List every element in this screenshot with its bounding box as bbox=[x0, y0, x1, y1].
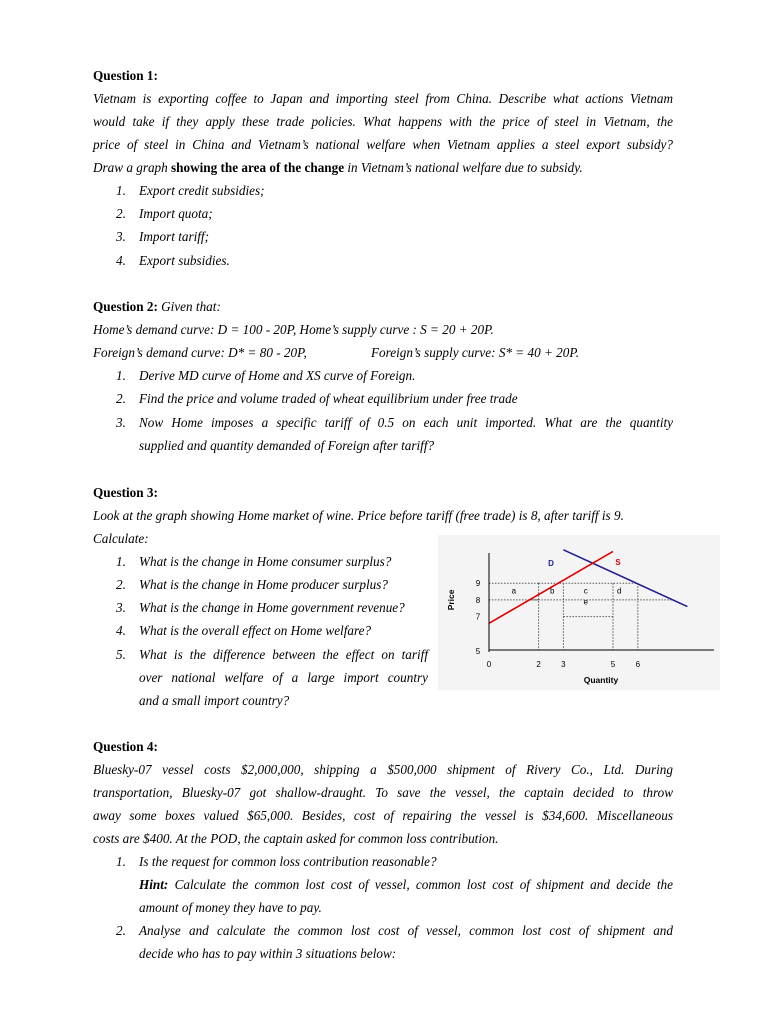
q1-text-line: Vietnam is exporting coffee to Japan and importing steel from China. Describe what actions Vietnam bbox=[93, 91, 673, 106]
q3-item-number: 3. bbox=[116, 600, 126, 615]
q1-item: Import tariff; bbox=[139, 229, 209, 244]
area-label-d: d bbox=[616, 586, 622, 596]
q4-text-line: transportation, Bluesky-07 got shallow-draught. To save the vessel, the captain decided to throw bbox=[93, 785, 673, 800]
y-axis-label: Price bbox=[446, 589, 456, 611]
q4-item-number: 1. bbox=[116, 854, 126, 869]
q1-draw-post: in Vietnam’s national welfare due to subsidy. bbox=[344, 160, 583, 175]
q4-hint-line bbox=[139, 876, 673, 894]
q1-item: Export subsidies. bbox=[139, 253, 230, 268]
area-label-a: a bbox=[511, 586, 517, 596]
q1-draw-pre: Draw a graph bbox=[93, 160, 172, 175]
area-label-b: b bbox=[550, 586, 555, 596]
q3-item-number: 1. bbox=[116, 554, 126, 569]
area-label-e: e bbox=[583, 597, 588, 607]
q3-item: What is the difference between the effect on tariff bbox=[139, 647, 428, 662]
q1-draw-line bbox=[93, 159, 673, 177]
q3-item-continued: over national welfare of a large import country bbox=[139, 670, 428, 685]
q4-text-line: costs are $400. At the POD, the captain asked for common loss contribution. bbox=[93, 831, 499, 846]
x-axis-label: Quantity bbox=[583, 675, 619, 685]
q3-item-continued: and a small import country? bbox=[139, 693, 290, 708]
q3-heading: Question 3: bbox=[93, 485, 158, 500]
q2-home-curves: Home’s demand curve: D = 100 - 20P, Home’s supply curve : S = 20 + 20P. bbox=[93, 322, 494, 337]
q3-item: What is the change in Home consumer surplus? bbox=[139, 554, 392, 569]
q1-item-number: 2. bbox=[116, 206, 126, 221]
y-tick-label: 5 bbox=[475, 647, 481, 656]
q3-item-number: 4. bbox=[116, 623, 126, 638]
q2-heading: Question 2: bbox=[93, 299, 158, 314]
y-tick-label: 8 bbox=[475, 595, 481, 605]
q2-foreign-supply: Foreign’s supply curve: S* = 40 + 20P. bbox=[371, 345, 580, 360]
area-label-c: c bbox=[583, 586, 588, 596]
q1-draw-bold: showing the area of the change bbox=[171, 160, 345, 175]
q1-item-number: 1. bbox=[116, 183, 126, 198]
q1-item-number: 3. bbox=[116, 229, 126, 244]
q4-hint-text: Calculate the common lost cost of vessel, common lost cost of shipment and decide the bbox=[168, 877, 673, 892]
q4-item: Is the request for common loss contribution reasonable? bbox=[139, 854, 437, 869]
q4-text-line: away some boxes valued $65,000. Besides, cost of repairing the vessel is $34,600. Miscellaneous bbox=[93, 808, 673, 823]
x-tick-label: 0 bbox=[486, 660, 492, 669]
q3-item: What is the overall effect on Home welfare? bbox=[139, 623, 372, 638]
q2-item: Now Home imposes a specific tariff of 0.5 on each unit imported. What are the quantity bbox=[139, 415, 673, 430]
q1-item: Export credit subsidies; bbox=[139, 183, 265, 198]
q3-item: What is the change in Home government revenue? bbox=[139, 600, 405, 615]
x-tick-label: 6 bbox=[635, 660, 641, 669]
y-tick-label: 7 bbox=[475, 612, 481, 622]
q4-text-line: Bluesky-07 vessel costs $2,000,000, shipping a $500,000 shipment of Rivery Co., Ltd. During bbox=[93, 762, 673, 777]
y-tick-label: 9 bbox=[475, 579, 481, 589]
x-tick-label: 2 bbox=[536, 660, 541, 669]
wine-market-chart bbox=[438, 535, 720, 690]
q4-item: Analyse and calculate the common lost cost of vessel, common lost cost of shipment and bbox=[139, 923, 673, 938]
q2-item-continued: supplied and quantity demanded of Foreign after tariff? bbox=[139, 438, 435, 453]
q2-item: Derive MD curve of Home and XS curve of Foreign. bbox=[139, 368, 416, 383]
q2-item: Find the price and volume traded of wheat equilibrium under free trade bbox=[139, 391, 518, 406]
q4-hint-continued: amount of money they have to pay. bbox=[139, 900, 322, 915]
q3-calculate: Calculate: bbox=[93, 531, 149, 546]
q2-foreign-demand: Foreign’s demand curve: D* = 80 - 20P, bbox=[93, 345, 307, 360]
q2-item-number: 1. bbox=[116, 368, 126, 383]
q1-item-number: 4. bbox=[116, 253, 126, 268]
curve-label-d: D bbox=[548, 559, 554, 568]
q3-item-number: 2. bbox=[116, 577, 126, 592]
q1-item: Import quota; bbox=[139, 206, 213, 221]
q2-heading-line bbox=[93, 298, 673, 316]
chart-background bbox=[438, 535, 720, 690]
q1-heading: Question 1: bbox=[93, 68, 158, 83]
x-tick-label: 3 bbox=[561, 660, 566, 669]
q2-item-number: 3. bbox=[116, 415, 126, 430]
q2-given: Given that: bbox=[161, 299, 221, 314]
curve-label-s: S bbox=[615, 558, 621, 567]
q1-text-line: price of steel in China and Vietnam’s national welfare when Vietnam applies a steel export subsidy? bbox=[93, 137, 673, 152]
q2-item-number: 2. bbox=[116, 391, 126, 406]
q4-hint-label: Hint: bbox=[139, 877, 169, 892]
q3-item-number: 5. bbox=[116, 647, 126, 662]
q4-item-number: 2. bbox=[116, 923, 126, 938]
q4-item-continued: decide who has to pay within 3 situations below: bbox=[139, 946, 397, 961]
x-tick-label: 5 bbox=[610, 660, 616, 669]
q4-heading: Question 4: bbox=[93, 739, 158, 754]
q3-item: What is the change in Home producer surplus? bbox=[139, 577, 388, 592]
q3-intro: Look at the graph showing Home market of wine. Price before tariff (free trade) is 8, after tariff is 9. bbox=[93, 508, 624, 523]
q1-text-line: would take if they apply these trade policies. What happens with the price of steel in Vietnam, the bbox=[93, 114, 673, 129]
